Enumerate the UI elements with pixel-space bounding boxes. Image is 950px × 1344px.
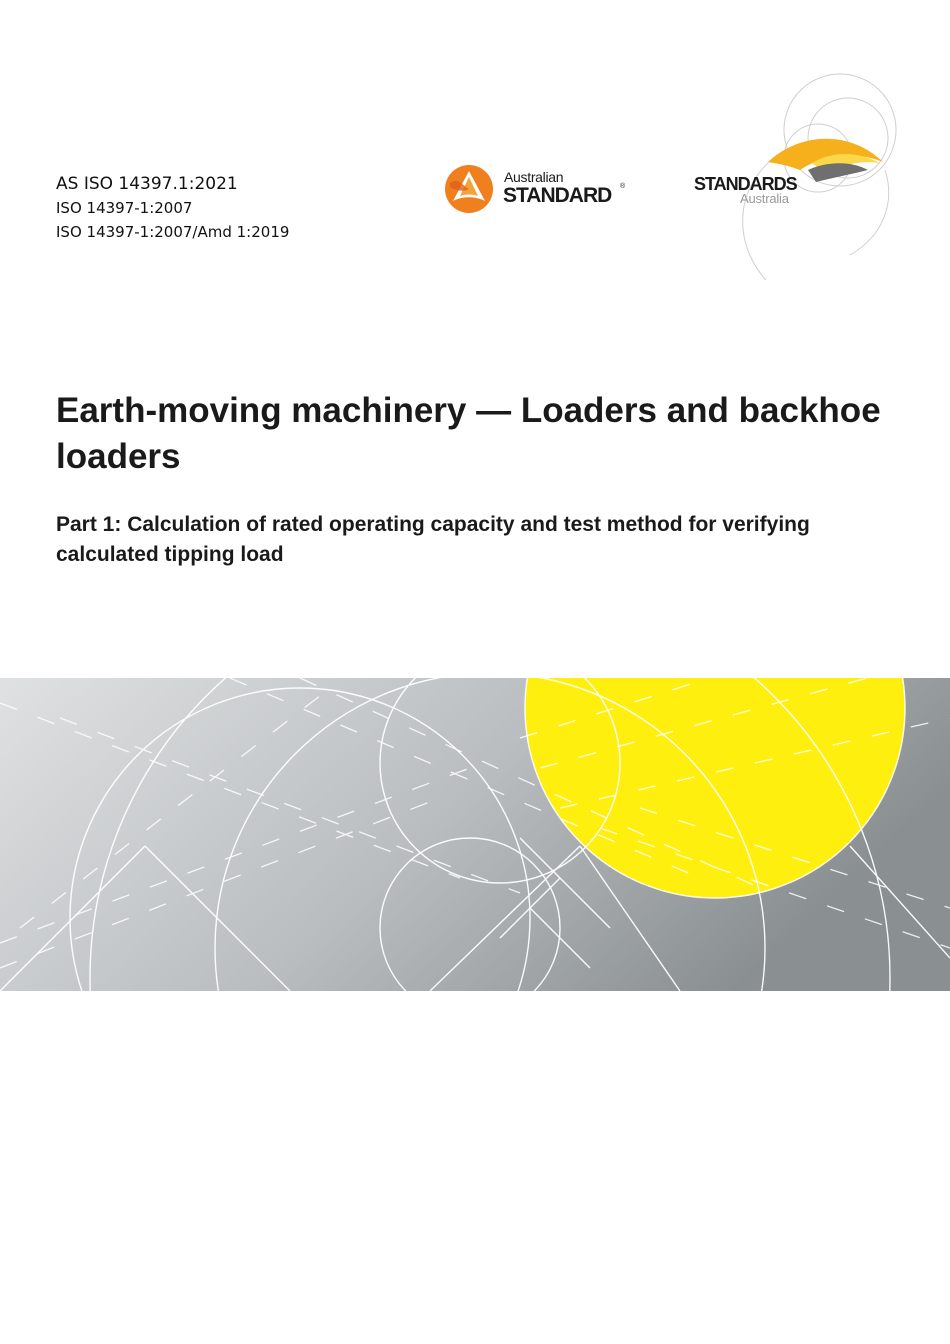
document-identifiers — [56, 172, 289, 244]
iso-amendment-reference: ISO 14397-1:2007/Amd 1:2019 — [56, 223, 290, 241]
document-subtitle: Part 1: Calculation of rated operating capacity and test method for verifying calculated tipping load — [56, 513, 810, 566]
triangle-emblem-icon — [444, 163, 496, 215]
australian-standard-logo — [444, 163, 629, 215]
logo-word-australian: Australian — [504, 169, 564, 185]
standards-australia-logo — [690, 70, 905, 285]
logo-word-australia: Australia — [740, 191, 789, 206]
logo-word-standard: STANDARD — [503, 184, 612, 207]
registered-mark: ® — [620, 183, 626, 190]
document-title: Earth-moving machinery — Loaders and backhoe loaders — [56, 391, 881, 476]
decorative-graphic-band — [0, 678, 950, 991]
geometric-pattern-graphic — [0, 678, 950, 991]
logo-word-standards: STANDARDS — [694, 174, 797, 194]
iso-reference: ISO 14397-1:2007 — [56, 199, 193, 217]
standard-number: AS ISO 14397.1:2021 — [56, 174, 238, 194]
